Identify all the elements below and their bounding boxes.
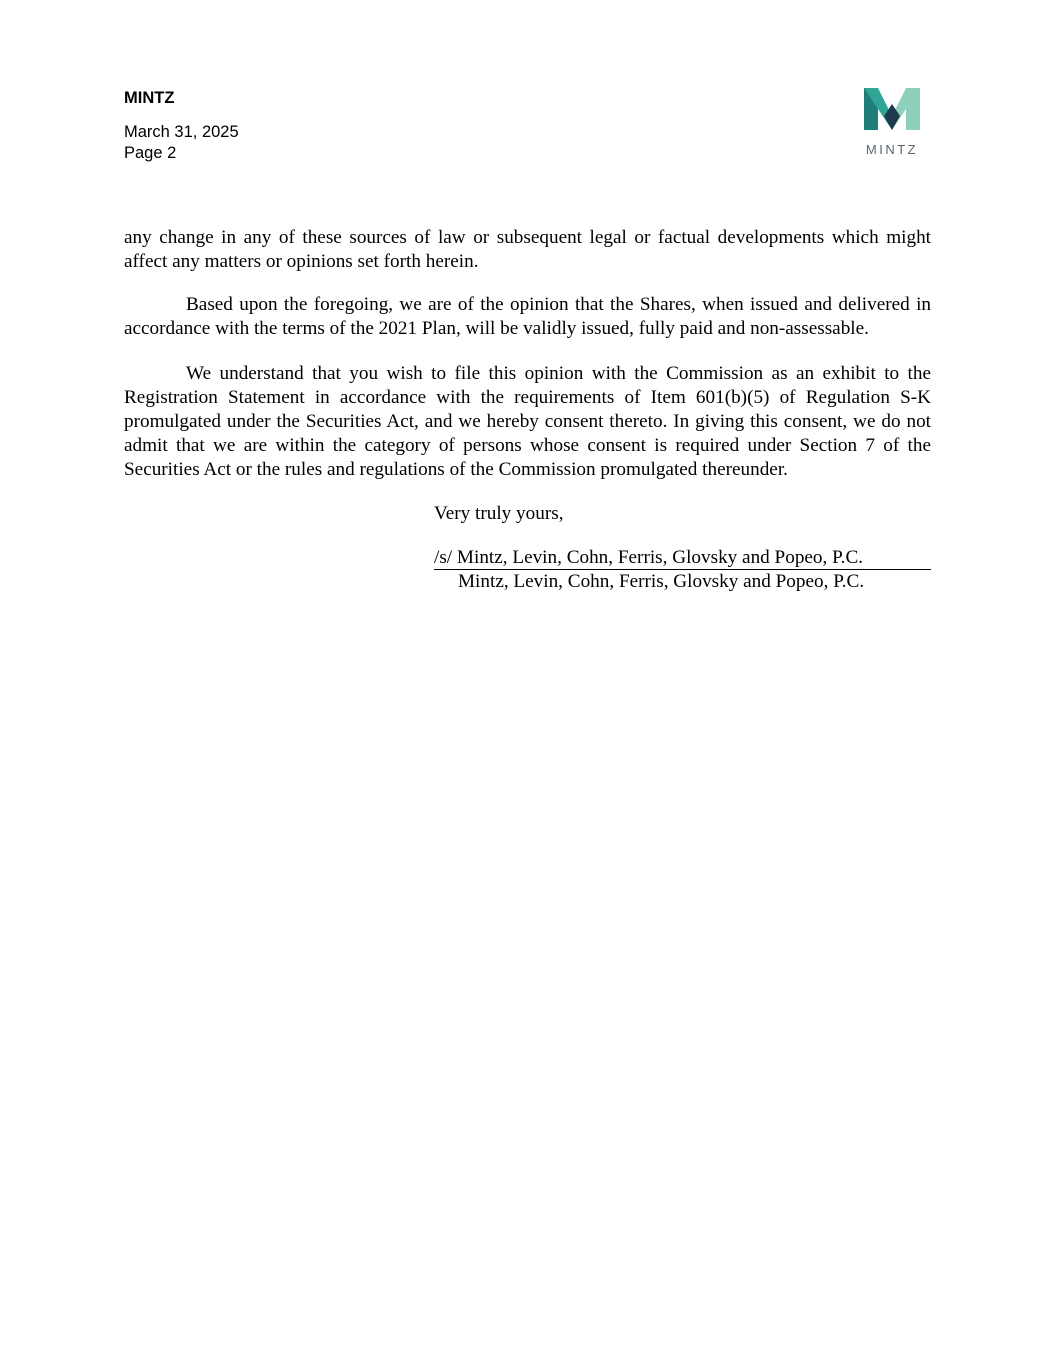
mintz-logo <box>860 86 924 160</box>
mintz-m-mark-icon <box>860 86 924 132</box>
header-firm-name: MINTZ <box>124 89 175 107</box>
paragraph-opinion: Based upon the foregoing, we are of the opinion that the Shares, when issued and delivered in accordance with the terms of the 2021 Plan, will be validly issued, fully paid and non-assessable. <box>124 294 931 339</box>
logo-wordmark: MINTZ <box>865 142 919 157</box>
paragraph-continuation: any change in any of these sources of law or subsequent legal or factual developments which might affect any matters or opinions set forth herein. <box>124 227 931 272</box>
signature-line: /s/ Mintz, Levin, Cohn, Ferris, Glovsky and Popeo, P.C. <box>434 546 931 570</box>
header-date: March 31, 2025 <box>124 123 239 141</box>
signer-name: Mintz, Levin, Cohn, Ferris, Glovsky and Popeo, P.C. <box>458 571 865 592</box>
paragraph-consent: We understand that you wish to file this opinion with the Commission as an exhibit to the Registration Statement in accordance with the requirements of Item 601(b)(5) of Regulation S-K promulgated under the Securities Act, and we hereby consent thereto. In giving this consent, we do not admit that we are within the category of persons whose consent is required under Section 7 of the Securities Act or the rules and regulations of the Commission promulgated thereunder. <box>124 363 931 480</box>
header-page-number: Page 2 <box>124 144 177 162</box>
closing-salutation: Very truly yours, <box>434 503 564 524</box>
